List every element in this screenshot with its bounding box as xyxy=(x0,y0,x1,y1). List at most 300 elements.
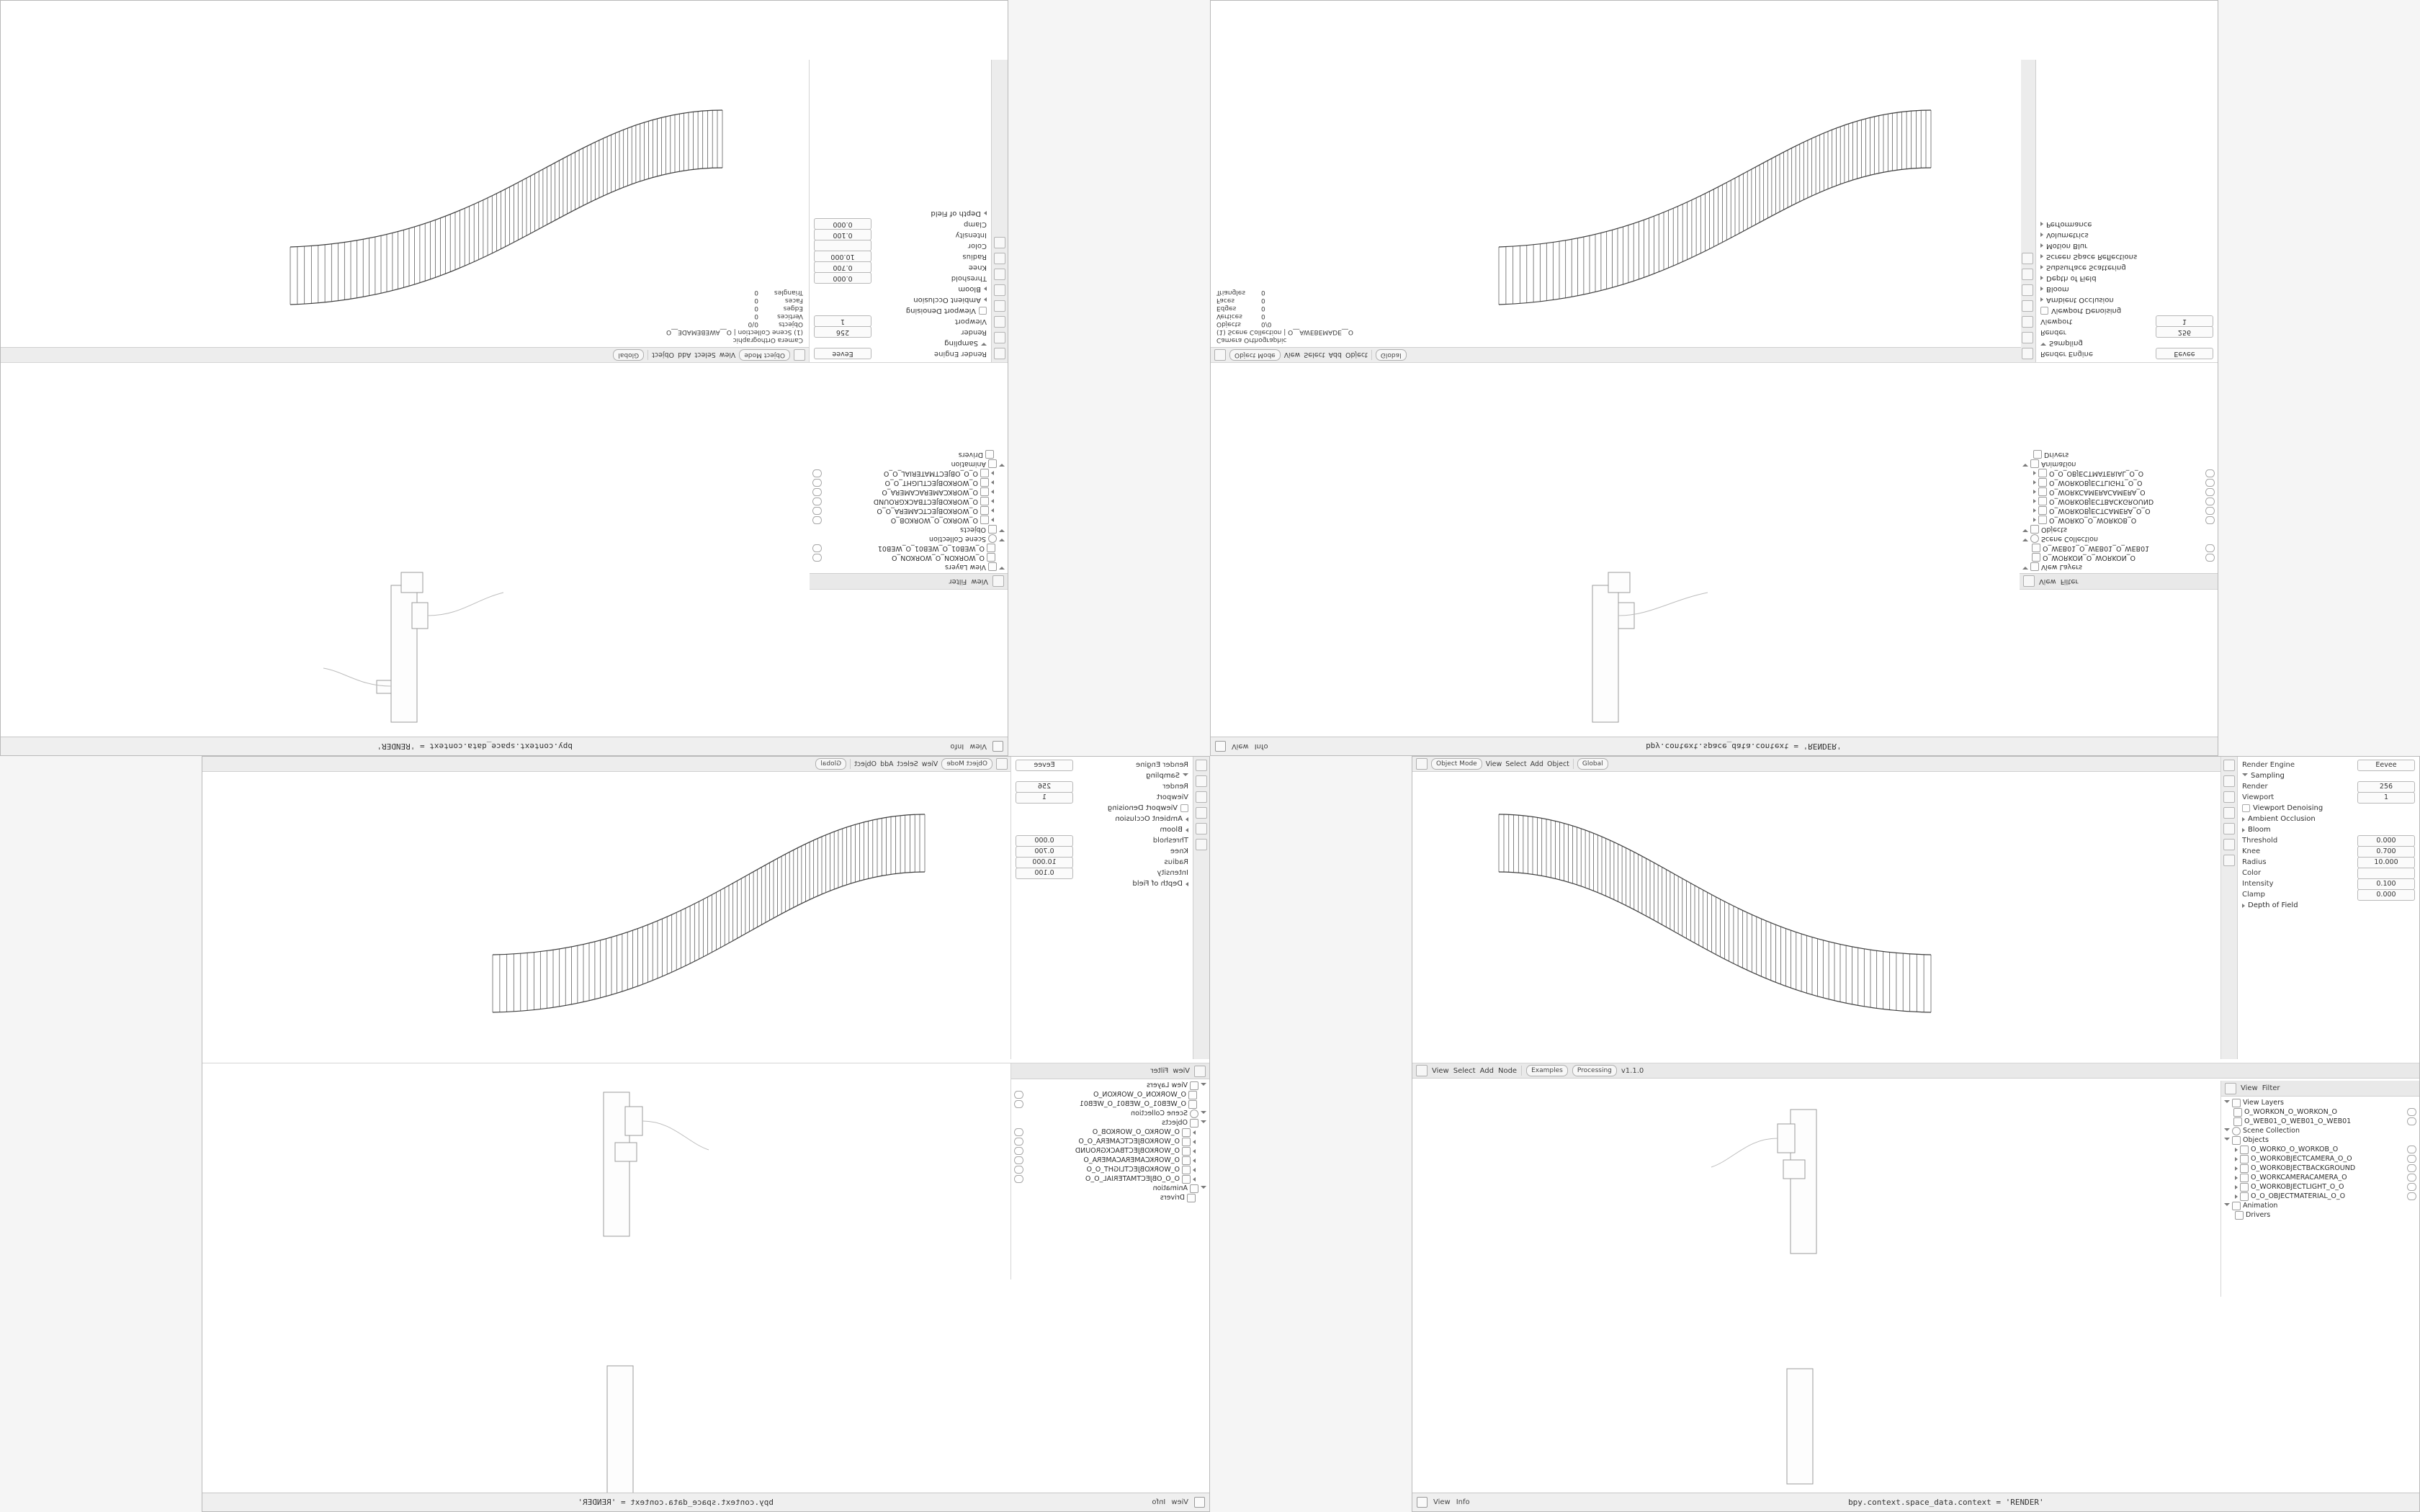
section-label: Subsurface Scattering xyxy=(2046,264,2126,271)
viewport-br[interactable] xyxy=(1412,757,2223,1059)
menu-view[interactable]: View xyxy=(1432,1066,1449,1075)
stat-value: 0 xyxy=(754,297,758,304)
curve-mesh-svg xyxy=(0,60,809,348)
tab-scene-icon[interactable] xyxy=(2223,807,2235,819)
dof-field-value[interactable]: 0.000 xyxy=(814,273,871,284)
outliner-row[interactable] xyxy=(2022,525,2215,534)
render-samples-value[interactable]: 256 xyxy=(1016,781,1073,793)
dof-field-row[interactable] xyxy=(2242,889,2415,900)
outliner-row[interactable] xyxy=(1014,1090,1206,1099)
visibility-icon[interactable] xyxy=(1014,1091,1023,1099)
stat-value: 0/0 xyxy=(748,320,758,328)
mode-selector[interactable]: Object Mode xyxy=(739,349,790,361)
tab-scene-icon[interactable] xyxy=(2022,300,2033,312)
menu-select[interactable]: Select xyxy=(897,760,918,768)
dof-field-row[interactable] xyxy=(1016,868,1188,878)
outliner-row[interactable] xyxy=(1014,1184,1206,1193)
outliner-row[interactable] xyxy=(2224,1192,2416,1201)
tab-output-icon[interactable] xyxy=(2022,332,2033,343)
dof-field-value[interactable]: 10.000 xyxy=(814,251,871,263)
menu-add[interactable]: Add xyxy=(880,760,894,768)
tab-world-icon[interactable] xyxy=(2022,284,2033,296)
menu-object[interactable]: Object xyxy=(652,351,675,359)
sampling-section[interactable] xyxy=(2040,338,2213,348)
outliner-item-label: Drivers xyxy=(958,451,983,459)
viewport-bl[interactable] xyxy=(202,757,1011,1059)
outliner-row[interactable] xyxy=(1014,1109,1206,1118)
node-editor-br xyxy=(1412,1081,2223,1494)
outliner-row[interactable] xyxy=(812,478,1005,487)
section-depth-of-field[interactable] xyxy=(814,208,987,219)
tab-material-icon[interactable] xyxy=(2223,855,2235,866)
visibility-icon[interactable] xyxy=(2407,1183,2416,1191)
console-info-label[interactable]: Info xyxy=(1152,1498,1166,1506)
visibility-icon[interactable] xyxy=(812,516,822,524)
editor-type-icon[interactable] xyxy=(2225,1083,2236,1094)
section-label: Depth of Field xyxy=(1132,880,1183,888)
stat-value: 0/0 xyxy=(1261,320,1272,328)
dof-field-label: Threshold xyxy=(1152,837,1188,845)
viewport-denoising-row[interactable] xyxy=(2242,803,2415,814)
outliner-row[interactable] xyxy=(812,534,1005,544)
section-bloom[interactable] xyxy=(814,284,987,294)
outliner-row[interactable] xyxy=(812,459,1005,469)
menu-add[interactable]: Add xyxy=(1479,1066,1494,1075)
checkbox-icon[interactable] xyxy=(2242,804,2250,812)
outliner-header-bl xyxy=(1011,1063,1209,1079)
dof-field-row[interactable] xyxy=(2242,868,2415,878)
dof-field-row[interactable] xyxy=(1016,846,1188,857)
viewport-samples-row[interactable] xyxy=(2242,792,2415,803)
editor-type-icon[interactable] xyxy=(2023,576,2035,588)
tab-viewlayer-icon[interactable] xyxy=(994,316,1005,328)
tab-modifier-icon[interactable] xyxy=(994,253,1005,264)
editor-type-icon[interactable] xyxy=(1214,349,1226,361)
outliner-row[interactable] xyxy=(2022,534,2215,544)
menu-view[interactable]: View xyxy=(719,351,736,359)
dof-field-value[interactable]: 0.700 xyxy=(1016,846,1073,858)
menu-select[interactable]: Select xyxy=(1304,351,1325,359)
outliner-row[interactable] xyxy=(2022,553,2215,562)
tab-output-icon[interactable] xyxy=(994,332,1005,343)
outliner-menu-view[interactable]: View xyxy=(2039,577,2056,585)
dof-field-value[interactable]: 0.100 xyxy=(2357,878,2415,890)
stat-value: 0 xyxy=(1261,297,1265,304)
outliner-row[interactable] xyxy=(2022,459,2215,469)
tab-render-icon[interactable] xyxy=(1196,760,1207,771)
outliner-row[interactable] xyxy=(2022,497,2215,506)
outliner-row[interactable] xyxy=(2022,469,2215,478)
visibility-icon[interactable] xyxy=(812,488,822,496)
dof-field-value[interactable]: 10.000 xyxy=(1016,857,1073,868)
sampling-section[interactable] xyxy=(2242,770,2415,781)
outliner-row[interactable] xyxy=(2022,516,2215,525)
visibility-icon[interactable] xyxy=(2205,554,2215,562)
outliner-row[interactable] xyxy=(2224,1201,2416,1210)
curve-mesh-svg xyxy=(1412,771,2223,1059)
tab-object-icon[interactable] xyxy=(2022,269,2033,280)
outliner-row[interactable] xyxy=(2224,1098,2416,1107)
outliner-row[interactable] xyxy=(2224,1126,2416,1135)
visibility-icon[interactable] xyxy=(2407,1108,2416,1116)
console-view-label[interactable]: View xyxy=(1171,1498,1188,1506)
render-samples-value[interactable]: 256 xyxy=(814,327,871,338)
tab-viewlayer-icon[interactable] xyxy=(2223,791,2235,803)
render-engine-label: Render Engine xyxy=(2242,761,2295,769)
section-label: Depth of Field xyxy=(2046,274,2097,282)
outliner-row[interactable] xyxy=(1014,1156,1206,1165)
outliner-row[interactable] xyxy=(2224,1210,2416,1220)
dof-field-row[interactable] xyxy=(814,219,987,230)
console-info-label[interactable]: Info xyxy=(1456,1498,1470,1506)
outliner-row[interactable] xyxy=(812,553,1005,562)
render-engine-row[interactable] xyxy=(1016,760,1188,770)
outliner-item-label: Scene Collection xyxy=(1131,1110,1188,1117)
properties-editor-tl xyxy=(810,60,1008,363)
dof-field-row[interactable] xyxy=(814,230,987,240)
tab-render-icon[interactable] xyxy=(2022,348,2033,359)
dof-field-row[interactable] xyxy=(1016,857,1188,868)
outliner-item-label: O_WORKO_O_WORKOB_O xyxy=(1092,1128,1180,1136)
node-graph-svg xyxy=(1211,564,2218,737)
properties-editor-tr xyxy=(2020,60,2218,363)
outliner-row[interactable] xyxy=(812,544,1005,553)
render-samples-row[interactable] xyxy=(814,327,987,338)
visibility-icon[interactable] xyxy=(2407,1192,2416,1200)
outliner-row[interactable] xyxy=(2022,544,2215,553)
visibility-icon[interactable] xyxy=(812,554,822,562)
tab-scene-icon[interactable] xyxy=(1196,807,1207,819)
checkbox-icon[interactable] xyxy=(979,307,987,315)
outliner-item-label: O_O_OBJECTMATERIAL_O_O xyxy=(883,469,978,477)
visibility-icon[interactable] xyxy=(2205,516,2215,524)
visibility-icon[interactable] xyxy=(2205,488,2215,496)
menu-node[interactable]: Node xyxy=(1497,1066,1518,1075)
menu-object[interactable]: Object xyxy=(1546,760,1569,768)
dof-field-value[interactable]: 0.000 xyxy=(2357,835,2415,847)
outliner-row[interactable] xyxy=(1014,1118,1206,1128)
outliner-row[interactable] xyxy=(812,450,1005,459)
outliner-row[interactable] xyxy=(1014,1193,1206,1202)
tab-output-icon[interactable] xyxy=(1196,775,1207,787)
menu-add[interactable]: Add xyxy=(678,351,691,359)
render-engine-row[interactable] xyxy=(814,348,987,359)
console-info-label[interactable]: Info xyxy=(950,742,964,750)
console-info-label[interactable]: Info xyxy=(1254,742,1268,750)
section-ambient-occlusion[interactable] xyxy=(1016,814,1188,824)
editor-type-icon[interactable] xyxy=(1416,1065,1428,1076)
outliner-row[interactable] xyxy=(2022,487,2215,497)
console-view-label[interactable]: View xyxy=(1433,1498,1451,1506)
visibility-icon[interactable] xyxy=(812,498,822,505)
tab-material-icon[interactable] xyxy=(994,237,1005,248)
curve-bottom xyxy=(1499,110,1931,247)
tab-output-icon[interactable] xyxy=(2223,775,2235,787)
dof-field-value[interactable]: 10.000 xyxy=(2357,857,2415,868)
tab-viewlayer-icon[interactable] xyxy=(2022,316,2033,328)
viewport-samples-value[interactable]: 1 xyxy=(814,316,871,328)
visibility-icon[interactable] xyxy=(1014,1166,1023,1174)
transform-orientation[interactable]: Global xyxy=(1577,758,1608,770)
node-editor-tl xyxy=(0,564,1008,737)
editor-type-icon[interactable] xyxy=(992,576,1004,588)
editor-type-icon[interactable] xyxy=(794,349,805,361)
outliner-menu-filter[interactable]: Filter xyxy=(2060,577,2079,585)
outliner-row[interactable] xyxy=(812,497,1005,506)
section-ambient-occlusion[interactable] xyxy=(814,294,987,305)
visibility-icon[interactable] xyxy=(2407,1117,2416,1125)
dof-field-row[interactable] xyxy=(814,240,987,251)
transform-orientation[interactable]: Global xyxy=(613,349,644,361)
outliner-row[interactable] xyxy=(2224,1107,2416,1117)
node-editor-tr xyxy=(1211,564,2218,737)
outliner-menu-filter[interactable]: Filter xyxy=(2262,1084,2280,1092)
dof-field-value[interactable]: 0.100 xyxy=(1016,868,1073,879)
checkbox-icon[interactable] xyxy=(1180,804,1188,812)
visibility-icon[interactable] xyxy=(2407,1164,2416,1172)
menu-add[interactable]: Add xyxy=(1328,351,1342,359)
outliner-tree-tl xyxy=(810,449,1008,573)
viewport-denoising-row[interactable] xyxy=(2040,305,2213,316)
outliner-item-label: View Layers xyxy=(2041,563,2082,571)
dof-field-row[interactable] xyxy=(814,251,987,262)
dof-field-value[interactable] xyxy=(2357,868,2415,879)
tab-object-icon[interactable] xyxy=(994,269,1005,280)
outliner-row[interactable] xyxy=(1014,1146,1206,1156)
visibility-icon[interactable] xyxy=(2407,1174,2416,1182)
outliner-row[interactable] xyxy=(1014,1165,1206,1174)
outliner-row[interactable] xyxy=(812,562,1005,572)
stat-name: Edges xyxy=(1216,305,1237,312)
outliner-header-br xyxy=(2221,1081,2419,1097)
sampling-label: Sampling xyxy=(944,339,978,347)
menu-add[interactable]: Add xyxy=(1530,760,1543,768)
render-engine-value[interactable]: Eevee xyxy=(814,348,871,360)
section-depth-of-field[interactable] xyxy=(2242,900,2415,911)
outliner-item-label: Objects xyxy=(1162,1119,1188,1127)
viewport-denoising-row[interactable] xyxy=(1016,803,1188,814)
dof-field-value[interactable] xyxy=(814,240,871,252)
dof-field-row[interactable] xyxy=(2242,878,2415,889)
render-engine-value[interactable]: Eevee xyxy=(2156,348,2213,360)
menu-view[interactable]: View xyxy=(1283,351,1301,359)
console-view-label[interactable]: View xyxy=(1232,742,1249,750)
visibility-icon[interactable] xyxy=(812,507,822,515)
viewport-samples-row[interactable] xyxy=(1016,792,1188,803)
tab-object-icon[interactable] xyxy=(1196,839,1207,850)
menu-object[interactable]: Object xyxy=(854,760,877,768)
menu-view[interactable]: View xyxy=(1485,760,1502,768)
tab-render-icon[interactable] xyxy=(994,348,1005,359)
menu-select[interactable]: Select xyxy=(1505,760,1527,768)
dof-field-row[interactable] xyxy=(814,273,987,284)
render-samples-label: Render xyxy=(2040,328,2066,336)
outliner-row[interactable] xyxy=(2022,506,2215,516)
visibility-icon[interactable] xyxy=(812,469,822,477)
quadrant-top-right xyxy=(1210,0,2218,756)
outliner-row[interactable] xyxy=(1014,1099,1206,1109)
outliner-row[interactable] xyxy=(2224,1164,2416,1173)
tab-world-icon[interactable] xyxy=(2223,823,2235,834)
editor-type-icon[interactable] xyxy=(1416,758,1428,770)
mode-selector[interactable]: Object Mode xyxy=(1431,758,1482,770)
visibility-icon[interactable] xyxy=(2205,479,2215,487)
outliner-row[interactable] xyxy=(2224,1154,2416,1164)
visibility-icon[interactable] xyxy=(2407,1155,2416,1163)
viewport-tr[interactable] xyxy=(1211,60,2021,363)
outliner-row[interactable] xyxy=(812,525,1005,534)
console-command: bpy.context.space_data.context = 'RENDER' xyxy=(578,1498,774,1507)
tab-world-icon[interactable] xyxy=(1196,823,1207,834)
visibility-icon[interactable] xyxy=(1014,1138,1023,1146)
visibility-icon[interactable] xyxy=(2407,1146,2416,1153)
section-ambient-occlusion[interactable] xyxy=(2242,814,2415,824)
transform-orientation[interactable]: Global xyxy=(815,758,846,770)
sampling-section[interactable] xyxy=(1016,770,1188,781)
outliner-row[interactable] xyxy=(2224,1145,2416,1154)
visibility-icon[interactable] xyxy=(1014,1128,1023,1136)
tab-render-icon[interactable] xyxy=(2223,760,2235,771)
dof-field-value[interactable]: 0.000 xyxy=(2357,889,2415,901)
transform-orientation[interactable]: Global xyxy=(1376,349,1407,361)
section-bloom[interactable] xyxy=(1016,824,1188,835)
tab-object-icon[interactable] xyxy=(2223,839,2235,850)
dof-field-row[interactable] xyxy=(2242,846,2415,857)
outliner-row[interactable] xyxy=(2224,1117,2416,1126)
render-engine-value[interactable]: Eevee xyxy=(2357,760,2415,771)
render-samples-row[interactable] xyxy=(2242,781,2415,792)
menu-select[interactable]: Select xyxy=(694,351,716,359)
sampling-section[interactable] xyxy=(814,338,987,348)
outliner-menu-view[interactable]: View xyxy=(2241,1084,2258,1092)
viewport-tl[interactable] xyxy=(0,60,810,363)
dof-field-value[interactable]: 0.000 xyxy=(1016,835,1073,847)
dof-field-value[interactable]: 0.700 xyxy=(2357,846,2415,858)
outliner-row[interactable] xyxy=(2022,562,2215,572)
render-samples-row[interactable] xyxy=(1016,781,1188,792)
section-subsurface-scattering[interactable] xyxy=(2040,262,2213,273)
outliner-row[interactable] xyxy=(1014,1137,1206,1146)
viewport-samples-label: Viewport xyxy=(954,318,987,325)
tab-scene-icon[interactable] xyxy=(994,300,1005,312)
outliner-row[interactable] xyxy=(2022,478,2215,487)
dof-field-value[interactable]: 0.100 xyxy=(814,230,871,241)
outliner-row[interactable] xyxy=(1014,1081,1206,1090)
checkbox-icon[interactable] xyxy=(2040,307,2048,315)
section-bloom[interactable] xyxy=(2040,284,2213,294)
render-samples-value[interactable]: 256 xyxy=(2357,781,2415,793)
console-view-label[interactable]: View xyxy=(969,742,987,750)
outliner-menu-view[interactable]: View xyxy=(971,577,988,585)
outliner-menu-filter[interactable]: Filter xyxy=(949,577,967,585)
properties-body-bl xyxy=(1011,757,1193,1059)
dof-field-label: Threshold xyxy=(2242,837,2278,845)
viewport-denoising-row[interactable] xyxy=(814,305,987,316)
section-screen-space-reflections[interactable] xyxy=(2040,251,2213,262)
mode-selector[interactable]: Object Mode xyxy=(941,758,992,770)
section-ambient-occlusion[interactable] xyxy=(2040,294,2213,305)
viewport-samples-row[interactable] xyxy=(2040,316,2213,327)
dof-field-value[interactable]: 0.000 xyxy=(814,219,871,230)
visibility-icon[interactable] xyxy=(1014,1100,1023,1108)
viewport-samples-label: Viewport xyxy=(1156,793,1188,801)
dof-field-row[interactable] xyxy=(814,262,987,273)
outliner-row[interactable] xyxy=(812,487,1005,497)
tab-modifier-icon[interactable] xyxy=(2022,253,2033,264)
menu-object[interactable]: Object xyxy=(1345,351,1368,359)
outliner-menu-view[interactable]: View xyxy=(1173,1067,1190,1075)
visibility-icon[interactable] xyxy=(1014,1175,1023,1183)
outliner-row[interactable] xyxy=(812,516,1005,525)
section-motion-blur[interactable] xyxy=(2040,240,2213,251)
examples-button[interactable]: Examples xyxy=(1526,1065,1568,1076)
visibility-icon[interactable] xyxy=(2205,469,2215,477)
tab-viewlayer-icon[interactable] xyxy=(1196,791,1207,803)
render-engine-value[interactable]: Eevee xyxy=(1016,760,1073,771)
section-label: Bloom xyxy=(2046,285,2069,293)
menu-view[interactable]: View xyxy=(921,760,938,768)
outliner-row[interactable] xyxy=(2022,450,2215,459)
visibility-icon[interactable] xyxy=(2205,507,2215,515)
mode-selector[interactable]: Object Mode xyxy=(1229,349,1281,361)
outliner-row[interactable] xyxy=(812,469,1005,478)
visibility-icon[interactable] xyxy=(812,479,822,487)
editor-type-icon[interactable] xyxy=(996,758,1008,770)
quadrant-top-left xyxy=(0,0,1008,756)
dof-field-row[interactable] xyxy=(1016,835,1188,846)
properties-editor-bl xyxy=(1010,757,1209,1059)
outliner-row[interactable] xyxy=(2224,1135,2416,1145)
section-bloom[interactable] xyxy=(2242,824,2415,835)
render-engine-row[interactable] xyxy=(2040,348,2213,359)
outliner-menu-filter[interactable]: Filter xyxy=(1150,1067,1169,1075)
visibility-icon[interactable] xyxy=(1014,1156,1023,1164)
outliner-row[interactable] xyxy=(812,506,1005,516)
outliner-item-label: Objects xyxy=(960,526,986,534)
outliner-row[interactable] xyxy=(2224,1182,2416,1192)
section-depth-of-field[interactable] xyxy=(2040,273,2213,284)
outliner-row[interactable] xyxy=(1014,1128,1206,1137)
workspace-tab[interactable]: Processing xyxy=(1572,1065,1617,1076)
dof-field-value[interactable]: 0.700 xyxy=(814,262,871,274)
dof-field-row[interactable] xyxy=(2242,857,2415,868)
visibility-icon[interactable] xyxy=(2205,498,2215,505)
section-depth-of-field[interactable] xyxy=(1016,878,1188,889)
tab-world-icon[interactable] xyxy=(994,284,1005,296)
section-performance[interactable] xyxy=(2040,219,2213,230)
outliner-item-label: Objects xyxy=(2243,1136,2269,1144)
viewport-samples-value[interactable]: 1 xyxy=(2357,792,2415,804)
render-engine-row[interactable] xyxy=(2242,760,2415,770)
viewport-samples-row[interactable] xyxy=(814,316,987,327)
viewport-header-br xyxy=(1412,757,2223,772)
visibility-icon[interactable] xyxy=(1014,1147,1023,1155)
render-samples-row[interactable] xyxy=(2040,327,2213,338)
outliner-item-label: O_O_OBJECTMATERIAL_O_O xyxy=(1085,1175,1180,1183)
render-samples-value[interactable]: 256 xyxy=(2156,327,2213,338)
viewport-samples-value[interactable]: 1 xyxy=(2156,316,2213,328)
dof-field-row[interactable] xyxy=(2242,835,2415,846)
visibility-icon[interactable] xyxy=(2205,544,2215,552)
outliner-row[interactable] xyxy=(2224,1173,2416,1182)
editor-type-icon[interactable] xyxy=(1194,1066,1206,1077)
viewport-samples-value[interactable]: 1 xyxy=(1016,792,1073,804)
menu-select[interactable]: Select xyxy=(1453,1066,1476,1075)
visibility-icon[interactable] xyxy=(812,544,822,552)
outliner-row[interactable] xyxy=(1014,1174,1206,1184)
section-volumetrics[interactable] xyxy=(2040,230,2213,240)
outliner-tr xyxy=(2020,366,2218,590)
